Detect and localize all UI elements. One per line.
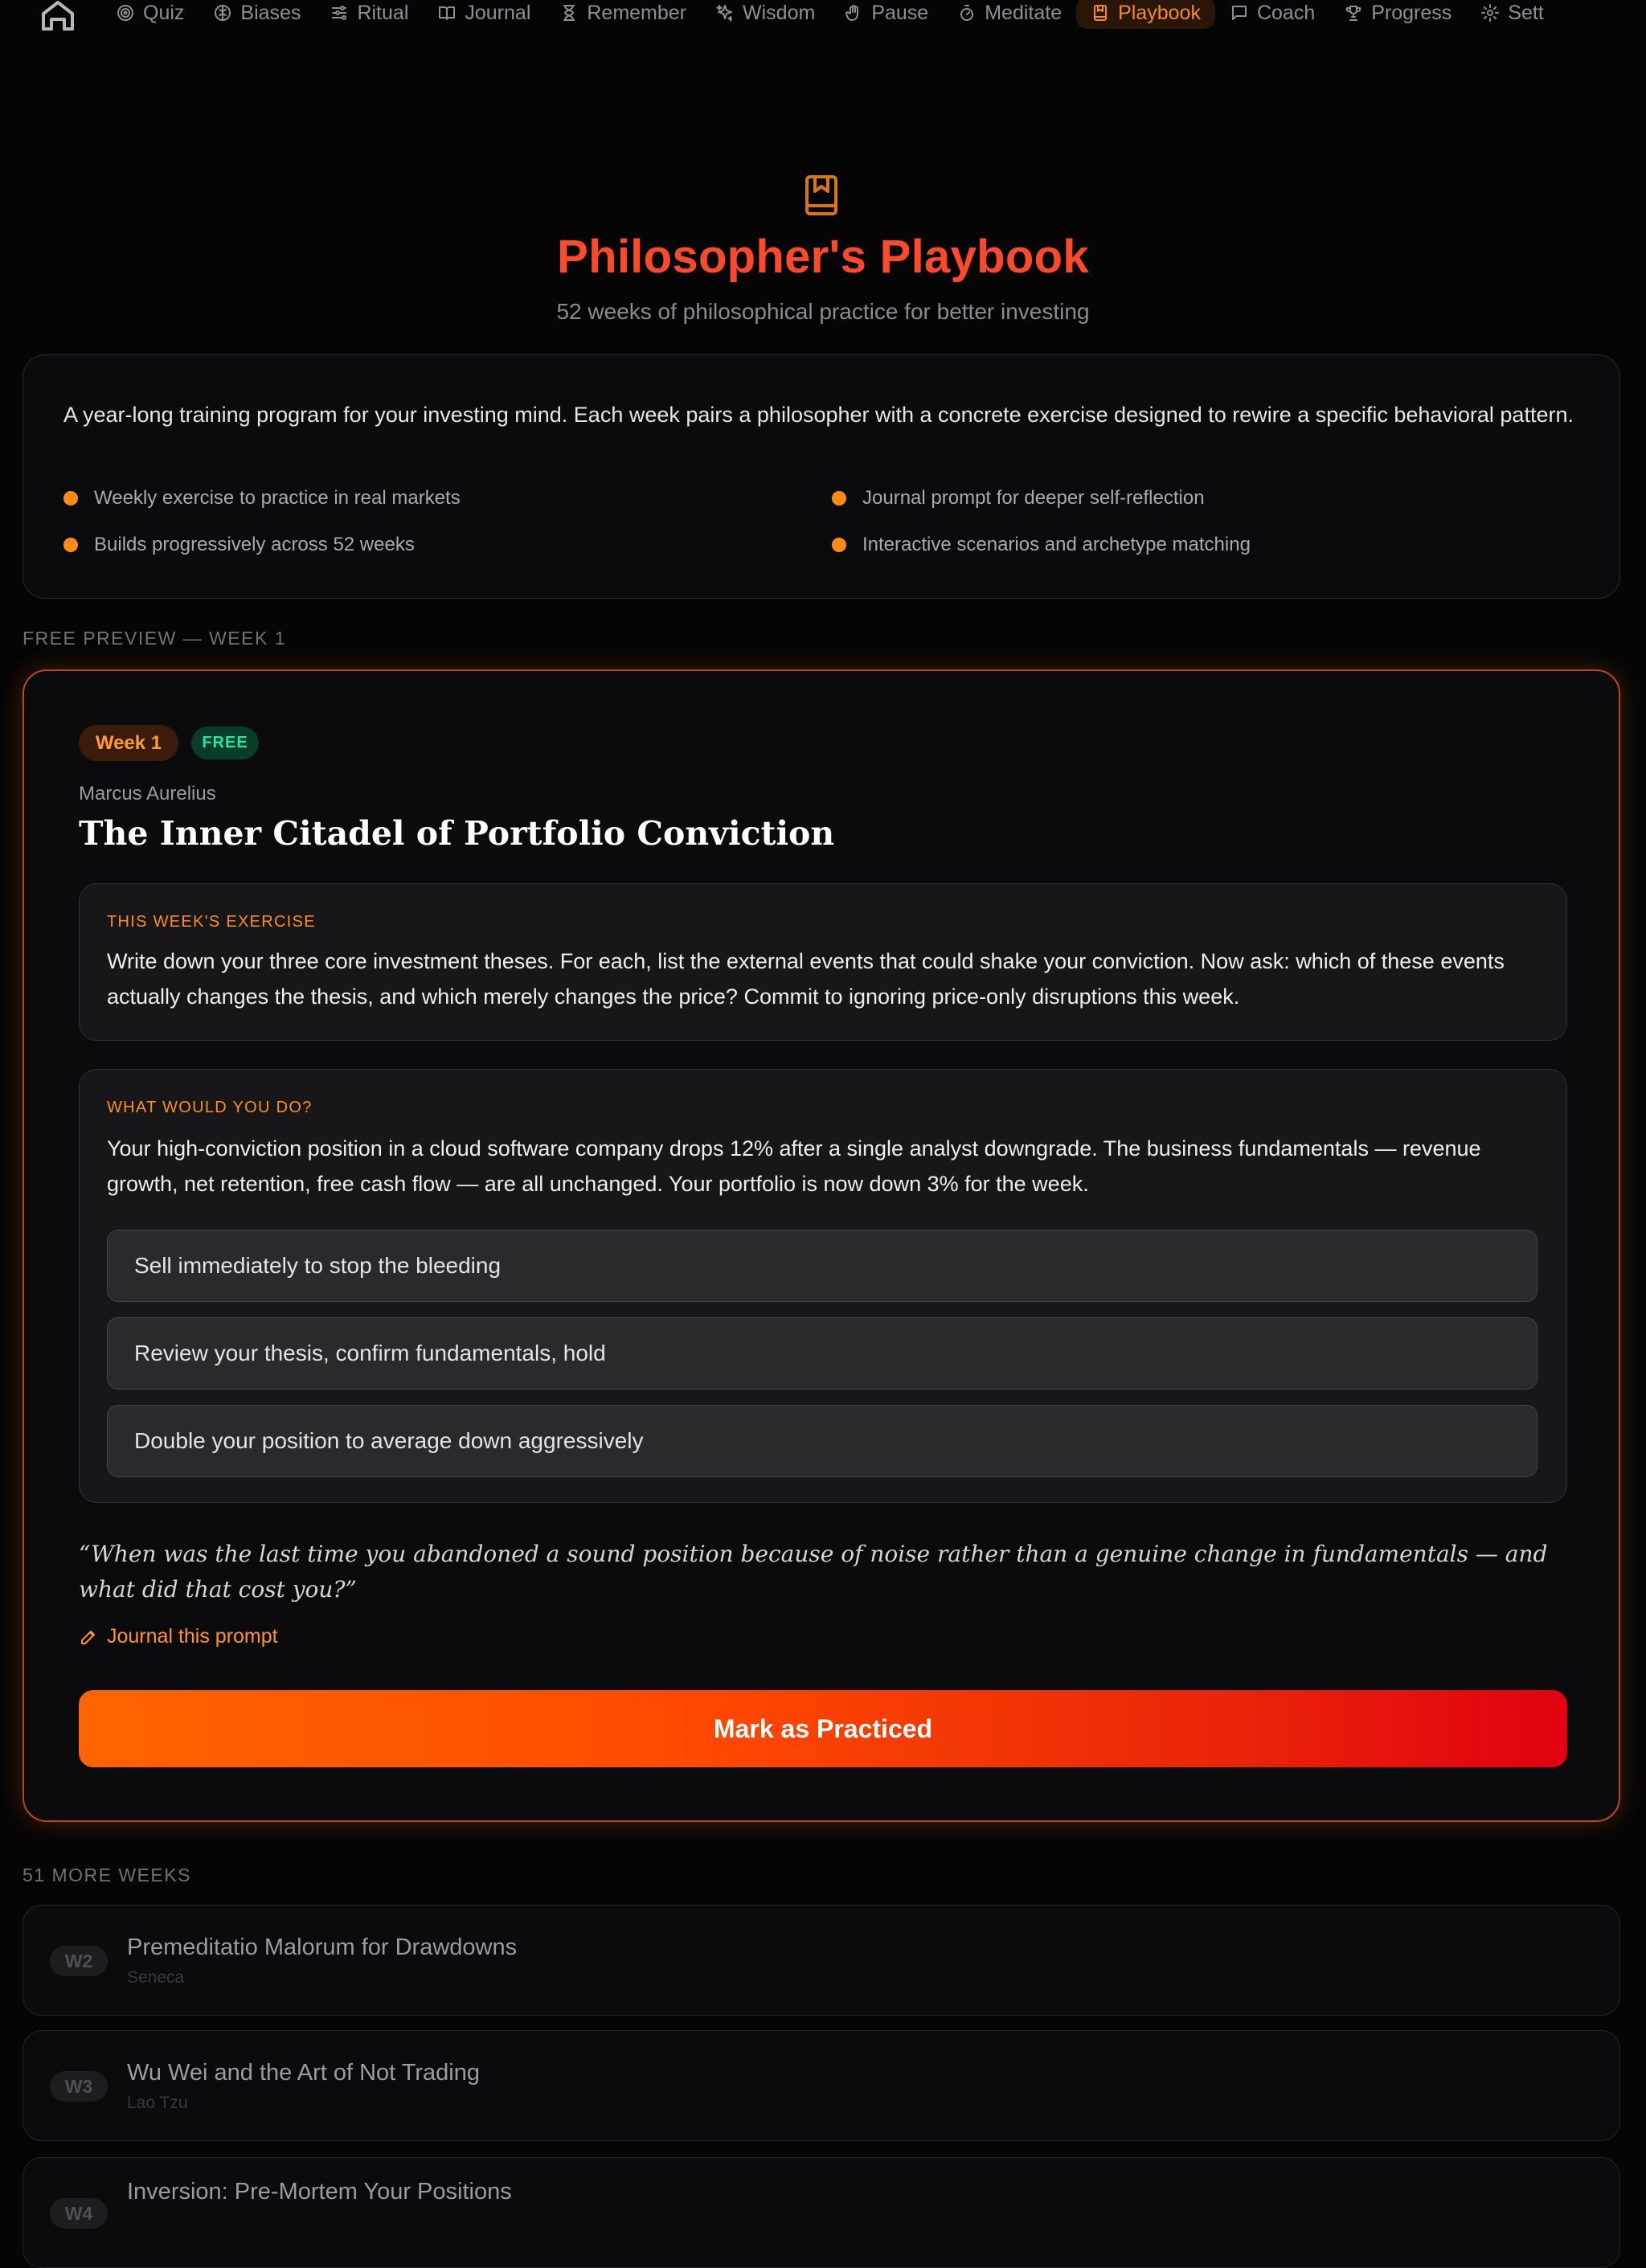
sliders-icon [330,3,349,23]
hand-icon [844,3,863,23]
week-row-title: Wu Wei and the Art of Not Trading [127,2060,480,2086]
nav-item-quiz[interactable] [101,0,199,29]
feature-bullet-text: Weekly exercise to practice in real markets [94,487,461,509]
feature-bullet [63,534,415,556]
nav-item-label: Coach [1256,1,1316,24]
week-number-badge: W2 [50,1946,108,1976]
feature-bullet-text: Interactive scenarios and archetype matching [862,534,1251,555]
nav-item-journal[interactable] [423,0,545,29]
scenario-label: WHAT WOULD YOU DO? [107,1099,313,1116]
journal-quote: “When was the last time you abandoned a sound position because of noise rather than a genuine change in fundamentals — and what did that cost you?” [79,1541,1548,1603]
nav-item-label: Quiz [143,1,185,24]
trophy-icon [1344,3,1363,23]
week-row[interactable] [23,1905,1620,2016]
page-subtitle: 52 weeks of philosophical practice for better investing [556,299,1090,324]
nav-item-label: Remember [587,1,687,24]
home-icon [39,0,77,31]
timer-icon [957,3,977,23]
target-icon [116,3,135,23]
bullet-dot-icon [63,538,78,552]
feature-bullet [63,487,461,510]
free-preview-label: FREE PREVIEW — WEEK 1 [23,628,286,649]
sparkles-icon [715,3,735,23]
pencil-icon [79,1627,98,1647]
nav-item-label: Journal [465,1,531,24]
nav-item-label: Biases [240,1,301,24]
feature-bullet-text: Builds progressively across 52 weeks [94,534,415,555]
choice-hold[interactable]: Review your thesis, confirm fundamentals, hold [107,1317,1537,1390]
hourglass-icon [559,3,579,23]
exercise-text: Write down your three core investment theses. For each, list the external events that could shake your conviction. Now ask: which of these events actually changes the thesis, and which merely changes the price? Commit to ignoring price-only disruptions this week. [107,949,1505,1009]
brain-icon [213,3,232,23]
program-intro-card [23,354,1620,599]
feature-bullet [832,534,1251,556]
nav-item-label: Progress [1371,1,1452,24]
bullet-dot-icon [832,538,846,552]
feature-bullet-text: Journal prompt for deeper self-reflection [862,487,1205,509]
bullet-dot-icon [63,491,78,506]
nav-item-label: Wisdom [743,1,816,24]
nav-item-label: Sett [1508,1,1544,24]
nav-item-ritual[interactable] [315,0,423,29]
nav-item-label: Pause [871,1,929,24]
journal-prompt-link[interactable] [79,1625,278,1648]
nav-item-wisdom[interactable] [701,0,829,29]
nav-item-settings[interactable] [1466,0,1558,29]
nav-item-coach[interactable] [1215,0,1329,29]
nav-item-playbook[interactable] [1076,0,1215,29]
week-number-badge: W3 [50,2071,108,2102]
week-title: The Inner Citadel of Portfolio Conviction [79,814,835,853]
nav-item-biases[interactable] [199,0,315,29]
nav-item-progress[interactable] [1329,0,1466,29]
mark-as-practiced-button[interactable]: Mark as Practiced [79,1690,1567,1767]
week-row-title: Premeditatio Malorum for Drawdowns [127,1934,518,1960]
week-row-title: Inversion: Pre-Mortem Your Positions [127,2179,512,2205]
nav-item-label: Playbook [1118,1,1201,24]
home-button[interactable] [39,0,77,31]
nav-item-meditate[interactable] [943,0,1076,29]
exercise-label: THIS WEEK'S EXERCISE [107,913,316,931]
week-row-philosopher: Seneca [127,1968,185,1987]
gear-icon [1480,3,1500,23]
choice-sell[interactable]: Sell immediately to stop the bleeding [107,1230,1537,1302]
journal-prompt-label: Journal this prompt [107,1625,278,1648]
exercise-panel [79,883,1567,1041]
scenario-text: Your high-conviction position in a cloud software company drops 12% after a single analyst downgrade. The business fundamentals — revenue growth, net retention, free cash flow — are all unchanged. Your portfolio is now down 3% for the week. [107,1136,1481,1196]
more-weeks-label: 51 MORE WEEKS [23,1865,191,1885]
week-1-card [23,669,1620,1822]
philosopher-name: Marcus Aurelius [79,783,216,804]
nav-item-label: Ritual [357,1,409,24]
book-open-icon [437,3,457,23]
bookmark-book-icon [1091,3,1110,23]
week-row-philosopher: Lao Tzu [127,2094,188,2112]
page-title: Philosopher's Playbook [557,231,1089,283]
top-navigation [0,0,1646,31]
week-number-badge: W4 [50,2198,108,2229]
program-description: A year-long training program for your investing mind. Each week pairs a philosopher with a concrete exercise designed to rewire a specific behavioral pattern. [63,403,1574,427]
chat-icon [1230,3,1249,23]
nav-item-label: Meditate [985,1,1063,24]
feature-bullet [832,487,1205,510]
choice-average-down[interactable]: Double your position to average down aggressively [107,1405,1537,1477]
week-badge: Week 1 [79,725,178,761]
week-row[interactable] [23,2157,1620,2268]
free-badge: FREE [191,727,259,759]
bullet-dot-icon [832,491,846,506]
nav-item-remember[interactable] [545,0,701,29]
week-row[interactable] [23,2030,1620,2141]
bookmark-book-icon [802,174,841,217]
nav-item-pause[interactable] [829,0,943,29]
scenario-panel [79,1069,1567,1503]
